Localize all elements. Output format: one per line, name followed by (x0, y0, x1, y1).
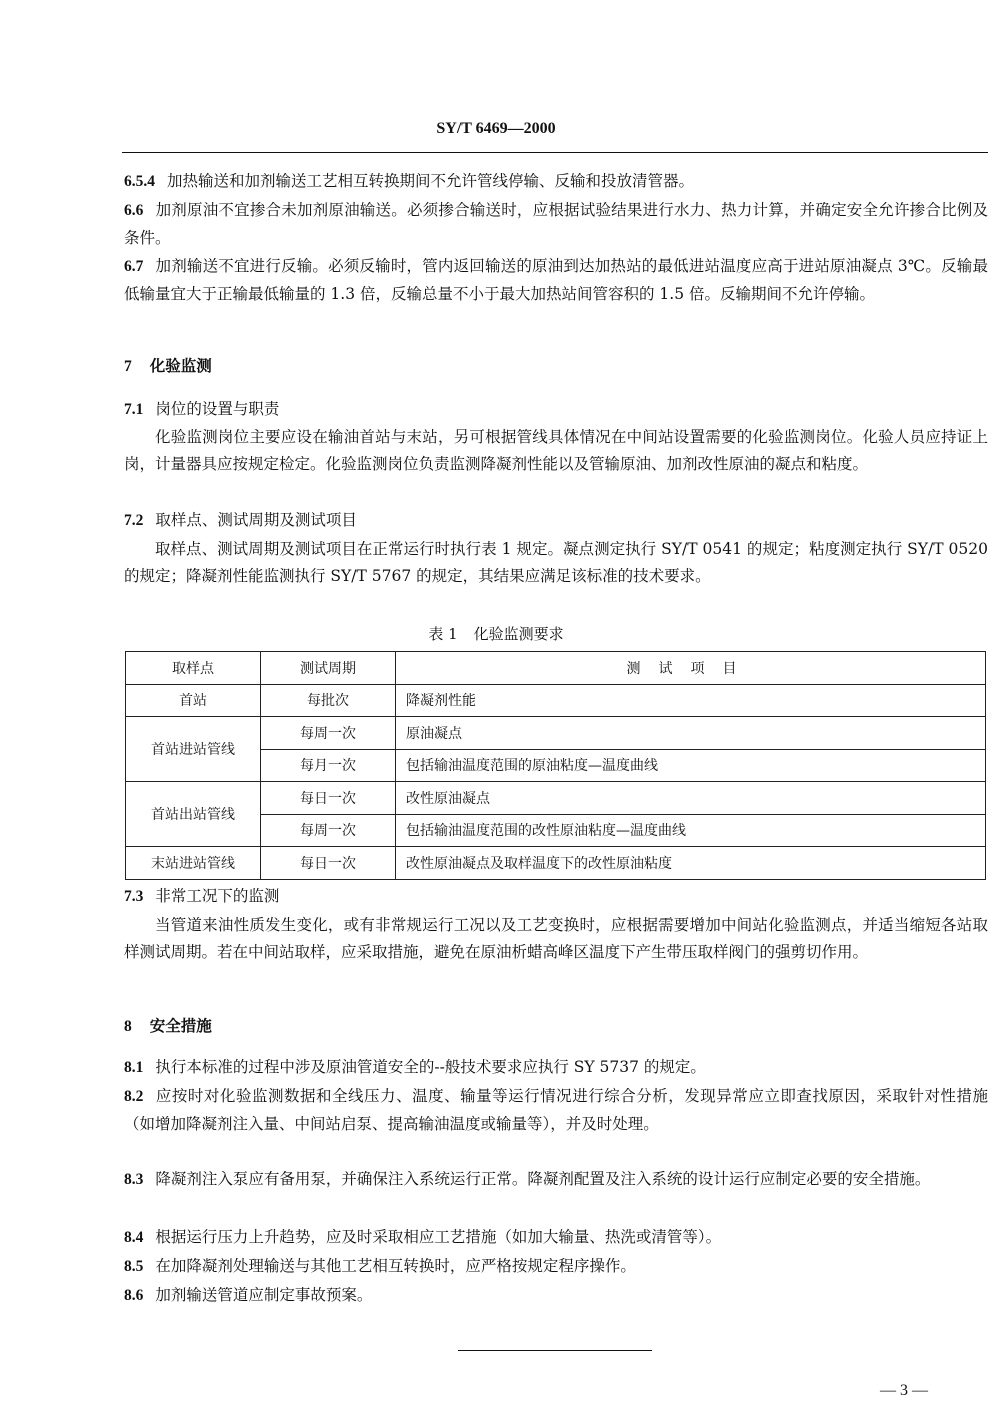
clause-number: 8.5 (124, 1258, 144, 1275)
clause-7-3-title (124, 883, 988, 911)
clause-number: 7.3 (124, 888, 144, 905)
clause-number: 8.6 (124, 1287, 144, 1304)
section-title: 安全措施 (149, 1016, 212, 1035)
clause-text: 加剂原油不宜掺合未加剂原油输送。必须掺合输送时，应根据试验结果进行水力、热力计算，并确定安全允许掺合比例及条件。 (124, 201, 988, 247)
cell-period: 每批次 (261, 684, 396, 717)
cell-point: 末站进站管线 (126, 847, 261, 880)
clause-number: 6.6 (124, 202, 144, 219)
table-row (126, 717, 986, 750)
clause-8-2 (124, 1083, 988, 1137)
footer-rule (458, 1350, 652, 1351)
cell-item: 降凝剂性能 (396, 684, 986, 717)
clause-7-1-title (124, 396, 988, 424)
clause-number: 8.4 (124, 1229, 144, 1246)
clause-6-6 (124, 197, 988, 251)
clause-title: 取样点、测试周期及测试项目 (155, 511, 357, 529)
clause-8-3 (124, 1166, 988, 1194)
cell-item: 原油凝点 (396, 717, 986, 750)
clause-8-1 (124, 1054, 988, 1082)
header-sampling-point: 取样点 (126, 652, 261, 685)
table-label: 表 1 (428, 625, 458, 643)
header-rule (122, 152, 988, 153)
clause-number: 6.5.4 (124, 173, 155, 190)
clause-7-2-title (124, 507, 988, 535)
cell-period: 每日一次 (261, 847, 396, 880)
clause-number: 8.1 (124, 1059, 144, 1076)
clause-text: 加热输送和加剂输送工艺相互转换期间不允许管线停输、反输和投放清管器。 (167, 172, 695, 190)
cell-period: 每月一次 (261, 749, 396, 782)
table-title: 化验监测要求 (473, 625, 564, 643)
clause-title: 非常工况下的监测 (155, 887, 280, 905)
section-number: 8 (124, 1018, 132, 1035)
cell-point: 首站 (126, 684, 261, 717)
section-8-heading (124, 1014, 212, 1036)
header-test-period: 测试周期 (261, 652, 396, 685)
cell-point: 首站出站管线 (126, 782, 261, 847)
clause-6-7 (124, 253, 988, 307)
table-row (126, 782, 986, 815)
clause-8-4 (124, 1224, 988, 1252)
clause-text: 根据运行压力上升趋势，应及时采取相应工艺措施（如加大输量、热洗或清管等）。 (155, 1228, 722, 1246)
cell-item: 包括输油温度范围的改性原油粘度—温度曲线 (396, 814, 986, 847)
cell-period: 每周一次 (261, 814, 396, 847)
header-test-items: 测试项目 (396, 652, 986, 685)
page-number: — 3 — (880, 1382, 928, 1399)
clause-7-3-body: 当管道来油性质发生变化，或有非常规运行工况以及工艺变换时，应根据需要增加中间站化验监测点，并适当缩短各站取样测试周期。若在中间站取样，应采取措施，避免在原油析蜡高峰区温度下产生带压取样阀门的强剪切作用。 (124, 916, 988, 961)
cell-item: 改性原油凝点 (396, 782, 986, 815)
cell-point: 首站进站管线 (126, 717, 261, 782)
clause-text: 加剂输送管道应制定事故预案。 (155, 1286, 373, 1304)
table-row (126, 847, 986, 880)
clause-text: 执行本标准的过程中涉及原油管道安全的--般技术要求应执行 SY 5737 的规定。 (155, 1058, 706, 1076)
clause-text: 加剂输送不宜进行反输。必须反输时，管内返回输送的原油到达加热站的最低进站温度应高于进站原油凝点 3℃。反输最低输量宜大于正输最低输量的 1.3 倍，反输总量不小于最大加热站间管容积的 1.5 倍。反输期间不允许停输。 (124, 257, 988, 303)
clause-text: 应按时对化验监测数据和全线压力、温度、输量等运行情况进行综合分析，发现异常应立即查找原因，采取针对性措施（如增加降凝剂注入量、中间站启泵、提高输油温度或输量等），并及时处理。 (124, 1087, 988, 1133)
table-header-row (126, 652, 986, 685)
clause-text: 降凝剂注入泵应有备用泵，并确保注入系统运行正常。降凝剂配置及注入系统的设计运行应制定必要的安全措施。 (155, 1170, 931, 1188)
section-number: 7 (124, 358, 132, 375)
cell-item: 包括输油温度范围的原油粘度—温度曲线 (396, 749, 986, 782)
clause-8-5 (124, 1253, 988, 1281)
clause-number: 6.7 (124, 258, 144, 275)
standard-code: SY/T 6469—2000 (436, 120, 556, 137)
clause-7-1-body: 化验监测岗位主要应设在输油首站与末站，另可根据管线具体情况在中间站设置需要的化验监测岗位。化验人员应持证上岗，计量器具应按规定检定。化验监测岗位负责监测降凝剂性能以及管输原油、加剂改性原油的凝点和粘度。 (124, 428, 988, 473)
test-requirements-table (125, 651, 986, 880)
clause-number: 7.2 (124, 512, 144, 529)
cell-period: 每日一次 (261, 782, 396, 815)
clause-number: 8.3 (124, 1171, 144, 1188)
clause-8-6 (124, 1282, 988, 1310)
section-title: 化验监测 (149, 356, 212, 375)
cell-period: 每周一次 (261, 717, 396, 750)
clause-number: 7.1 (124, 401, 144, 418)
cell-item: 改性原油凝点及取样温度下的改性原油粘度 (396, 847, 986, 880)
clause-text: 在加降凝剂处理输送与其他工艺相互转换时，应严格按规定程序操作。 (155, 1257, 636, 1275)
clause-title: 岗位的设置与职责 (155, 400, 280, 418)
clause-number: 8.2 (124, 1088, 144, 1105)
clause-6-5-4 (124, 168, 988, 196)
section-7-heading (124, 354, 212, 376)
table-row (126, 684, 986, 717)
table-caption (0, 623, 992, 644)
clause-7-2-body: 取样点、测试周期及测试项目在正常运行时执行表 1 规定。凝点测定执行 SY/T 0541 的规定；粘度测定执行 SY/T 0520 的规定；降凝剂性能监测执行 SY/T 5767 的规定，其结果应满足该标准的技术要求。 (124, 540, 988, 585)
